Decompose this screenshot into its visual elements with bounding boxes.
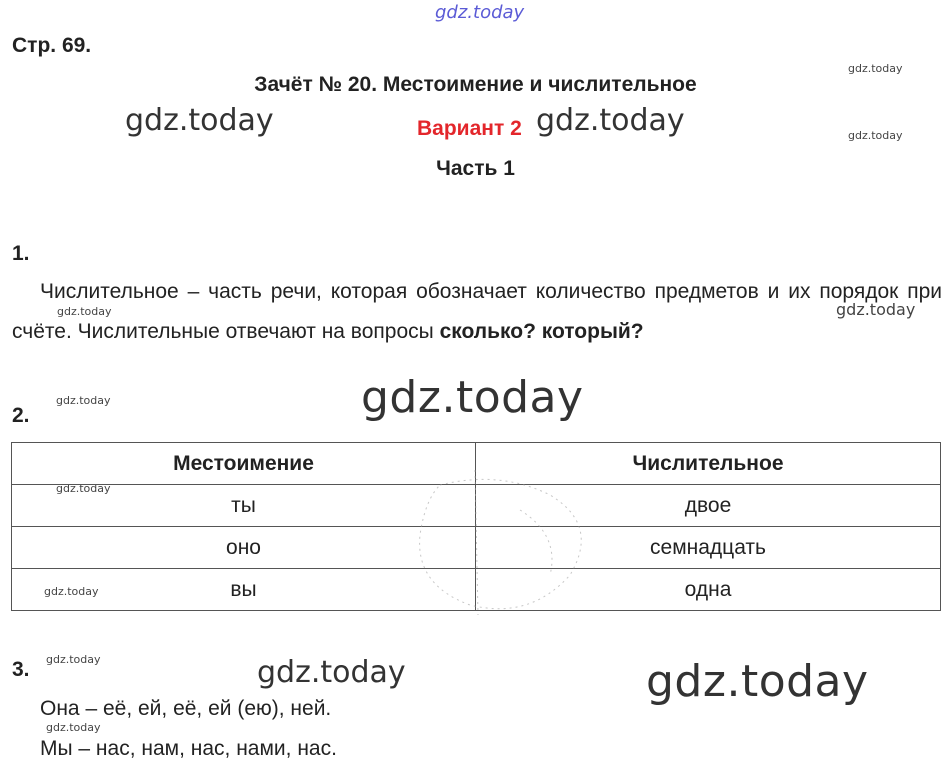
task-number: 3. (12, 658, 30, 681)
column-header-numeral: Числительное (476, 443, 941, 485)
watermark-top: gdz.today (435, 2, 525, 23)
column-header-pronoun: Местоимение (12, 443, 476, 485)
table-cell: одна (476, 569, 941, 611)
table-cell: двое (476, 485, 941, 527)
watermark-small: gdz.today (836, 300, 916, 319)
watermark-small: gdz.today (56, 394, 111, 407)
watermark-large: gdz.today (125, 103, 274, 138)
scan-smudge (400, 455, 610, 625)
task-number: 2. (12, 404, 30, 427)
task3-line: Она – её, ей, её, ей (ею), ней. (40, 697, 332, 720)
table-cell: ты (12, 485, 476, 527)
variant-label: Вариант 2 (417, 117, 522, 140)
page-reference: Стр. 69. (12, 34, 92, 57)
task1-text: Числительное – часть речи, которая обозначает количество предметов и их порядок при счёте. Числительные отвечают на вопросы (12, 280, 942, 343)
watermark-small: gdz.today (46, 653, 101, 666)
task-number: 1. (12, 242, 30, 265)
watermark-large: gdz.today (536, 103, 685, 138)
task1-definition (12, 272, 942, 352)
watermark-small: gdz.today (46, 721, 101, 734)
watermark-small: gdz.today (44, 585, 99, 598)
task3-line: Мы – нас, нам, нас, нами, нас. (40, 737, 337, 760)
watermark-large: gdz.today (646, 656, 869, 707)
part-label: Часть 1 (436, 157, 515, 180)
watermark-small: gdz.today (848, 62, 903, 75)
table-cell: оно (12, 527, 476, 569)
table-cell: вы (12, 569, 476, 611)
watermark-small: gdz.today (57, 305, 112, 318)
watermark-small: gdz.today (848, 129, 903, 142)
watermark-small: gdz.today (56, 482, 111, 495)
task1-questions: сколько? который? (439, 320, 644, 343)
table-cell: семнадцать (476, 527, 941, 569)
watermark-large: gdz.today (361, 372, 584, 423)
page-title: Зачёт № 20. Местоимение и числительное (254, 73, 697, 96)
watermark-large: gdz.today (257, 655, 406, 690)
